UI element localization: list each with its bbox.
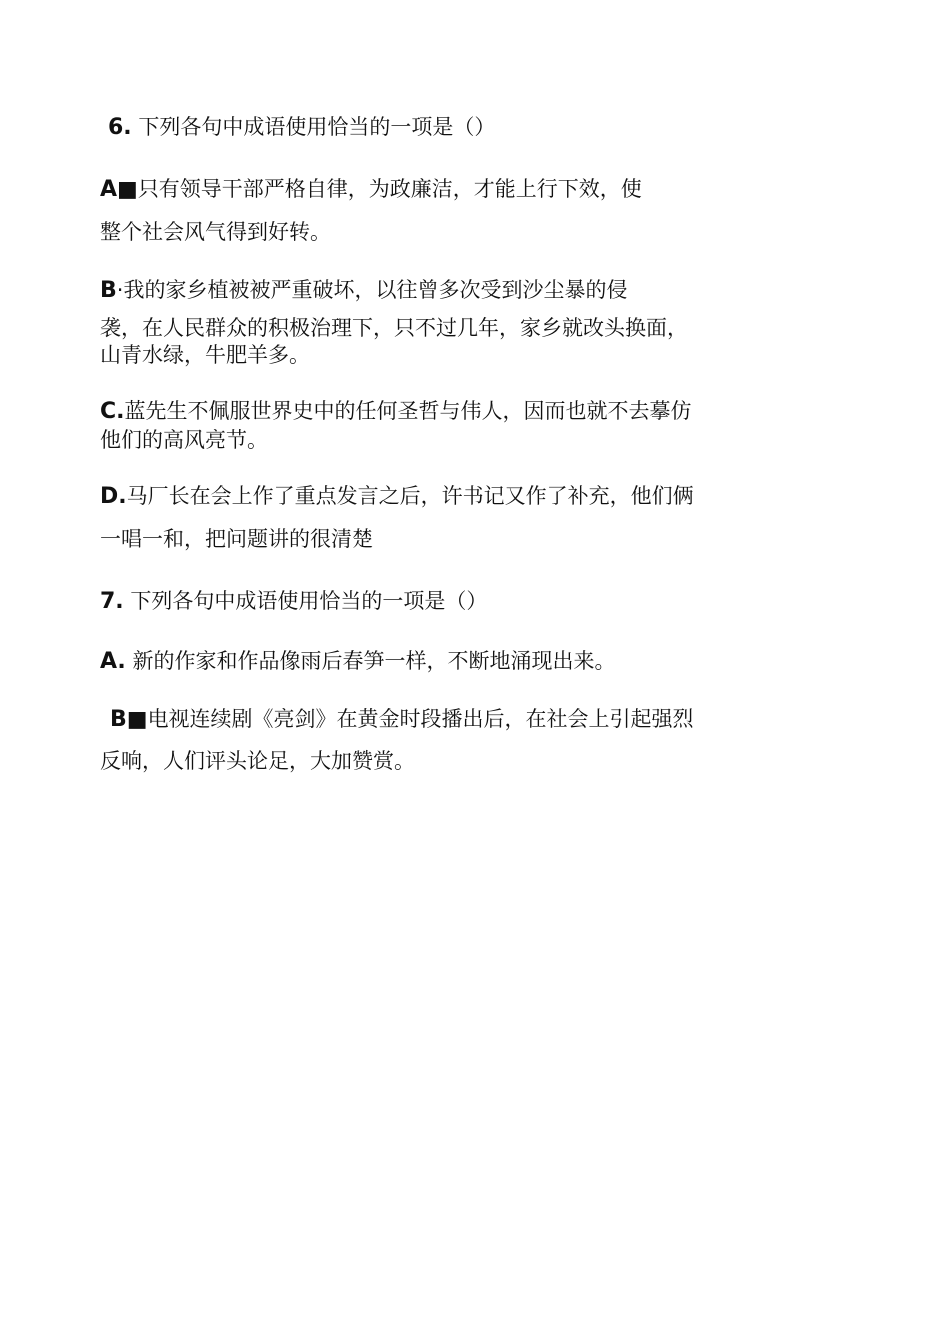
- q6-option-c-label: C.: [100, 399, 125, 424]
- q7-option-b-label: B■: [110, 707, 148, 732]
- q7-option-a-label: A.: [100, 649, 126, 674]
- question-7-stem: [100, 588, 487, 615]
- question-7-number: 7.: [100, 589, 124, 614]
- q7-option-b-text1: 电视连续剧《亮剑》在黄金时段播出后，在社会上引起强烈: [147, 707, 694, 731]
- q6-option-a-line1: [100, 176, 642, 203]
- q6-option-b-line3: 山青水绿，牛肥羊多。: [100, 343, 310, 367]
- q6-option-b-label: B: [100, 278, 117, 303]
- question-7-text: 下列各句中成语使用恰当的一项是（）: [130, 589, 488, 613]
- q6-option-a-line2: 整个社会风气得到好转。: [100, 220, 331, 244]
- q6-option-a-label: A■: [100, 177, 138, 202]
- q6-option-c-text1: 蓝先生不佩服世界史中的任何圣哲与伟人，因而也就不去摹仿: [124, 399, 692, 423]
- q6-option-d-text1: 马厂长在会上作了重点发言之后，许书记又作了补充，他们俩: [126, 484, 694, 508]
- question-6-stem: [108, 114, 495, 141]
- question-6-text: 下列各句中成语使用恰当的一项是（）: [138, 115, 496, 139]
- q7-option-a-line1: [100, 648, 615, 675]
- question-6-number: 6.: [108, 115, 132, 140]
- q6-option-b-line2: 袭，在人民群众的积极治理下，只不过几年，家乡就改头换面，: [100, 316, 688, 340]
- q6-option-b-text1: ·我的家乡植被被严重破坏，以往曾多次受到沙尘暴的侵: [116, 278, 628, 302]
- q6-option-c-line2: 他们的高风亮节。: [100, 428, 268, 452]
- q6-option-d-line1: [100, 483, 694, 510]
- q7-option-a-text1: 新的作家和作品像雨后春笋一样，不断地涌现出来。: [132, 649, 616, 673]
- q6-option-c-line1: [100, 398, 692, 425]
- q6-option-b-line1: [100, 277, 627, 304]
- q6-option-a-text1: 只有领导干部严格自律，为政廉洁，才能上行下效，使: [137, 177, 642, 201]
- q6-option-d-line2: 一唱一和，把问题讲的很清楚: [100, 527, 373, 551]
- q6-option-d-label: D.: [100, 484, 127, 509]
- q7-option-b-line2: 反响，人们评头论足，大加赞赏。: [100, 749, 415, 773]
- q7-option-b-line1: [110, 706, 694, 733]
